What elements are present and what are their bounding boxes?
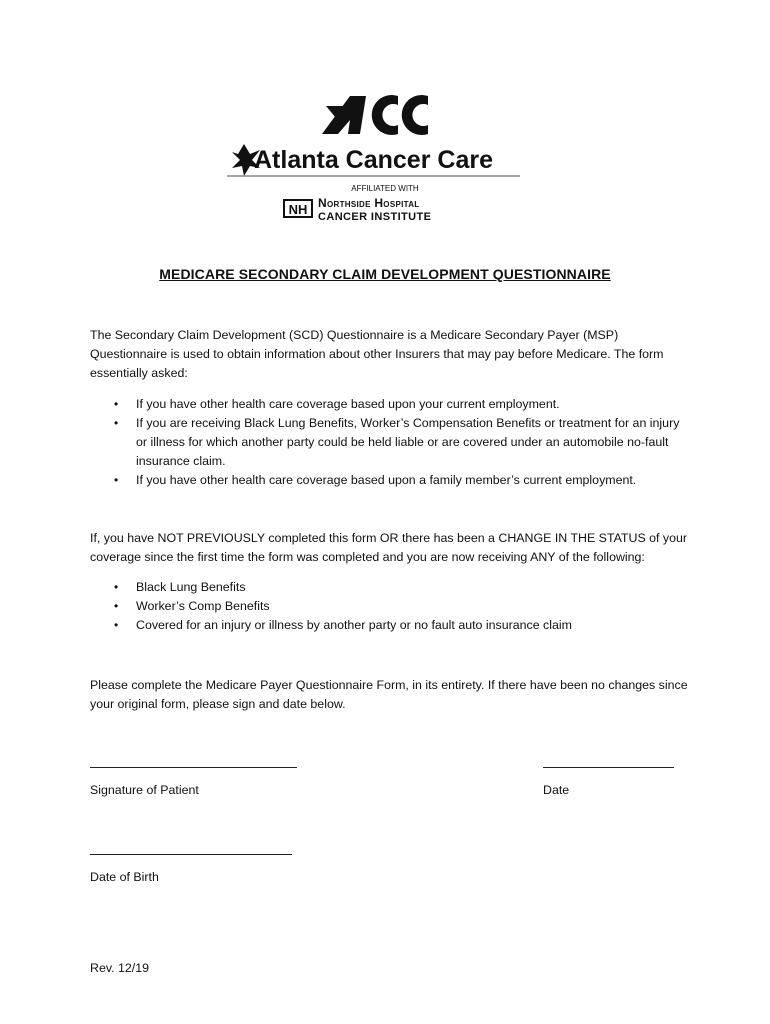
date-label: Date — [543, 783, 570, 797]
list-item: • Worker’s Comp Benefits — [90, 597, 690, 616]
list-item: • If you are receiving Black Lung Benefits, Worker’s Compensation Benefits or treatment for an injury or illness for which another party could be held liable or are covered under an automobile no-fault insurance claim. — [90, 414, 690, 471]
list-item: • If you have other health care coverage based upon a family member’s current employment. — [90, 471, 690, 490]
list-item: • If you have other health care coverage based upon your current employment. — [90, 395, 690, 414]
date-field[interactable] — [543, 767, 674, 768]
northside-logo-mark — [284, 200, 312, 217]
partner-line1-text: Northside Hospital — [318, 196, 420, 210]
revision-text: Rev. 12/19 — [90, 961, 150, 975]
partner-mark-text: NH — [288, 202, 308, 217]
logo-name-text: Atlanta Cancer Care — [254, 146, 493, 174]
signature-field[interactable] — [90, 767, 297, 768]
document-title: MEDICARE SECONDARY CLAIM DEVELOPMENT QUESTIONNAIRE — [159, 266, 611, 282]
logo-graphic — [0, 88, 770, 228]
partner-line2-text: CANCER INSTITUTE — [318, 211, 432, 223]
affiliation-text: AFFILIATED WITH — [351, 184, 419, 193]
atlanta-cancer-care-logo — [0, 88, 770, 228]
condition-paragraph: If, you have NOT PREVIOUSLY completed this form OR there has been a CHANGE IN THE STATUS of your coverage since the first time the form was completed and you are now receiving ANY of the following: — [90, 531, 688, 564]
list-item: • Covered for an injury or illness by another party or no fault auto insurance claim — [90, 616, 690, 635]
instruction-paragraph: Please complete the Medicare Payer Questionnaire Form, in its entirety. If there have been no changes since your original form, please sign and date below. — [90, 678, 688, 711]
acc-logo-mark — [322, 95, 428, 135]
list-item: • Black Lung Benefits — [90, 578, 690, 597]
date-of-birth-label: Date of Birth — [90, 870, 159, 884]
date-of-birth-field[interactable] — [90, 854, 292, 855]
intro-paragraph: The Secondary Claim Development (SCD) Questionnaire is a Medicare Secondary Payer (MSP) Questionnaire is used to obtain information about other Insurers that may pay before Medicare. The form essentially asked: — [90, 328, 664, 380]
receiving-items-list — [90, 578, 690, 635]
signature-label: Signature of Patient — [90, 783, 199, 797]
asked-items-list — [90, 395, 690, 490]
